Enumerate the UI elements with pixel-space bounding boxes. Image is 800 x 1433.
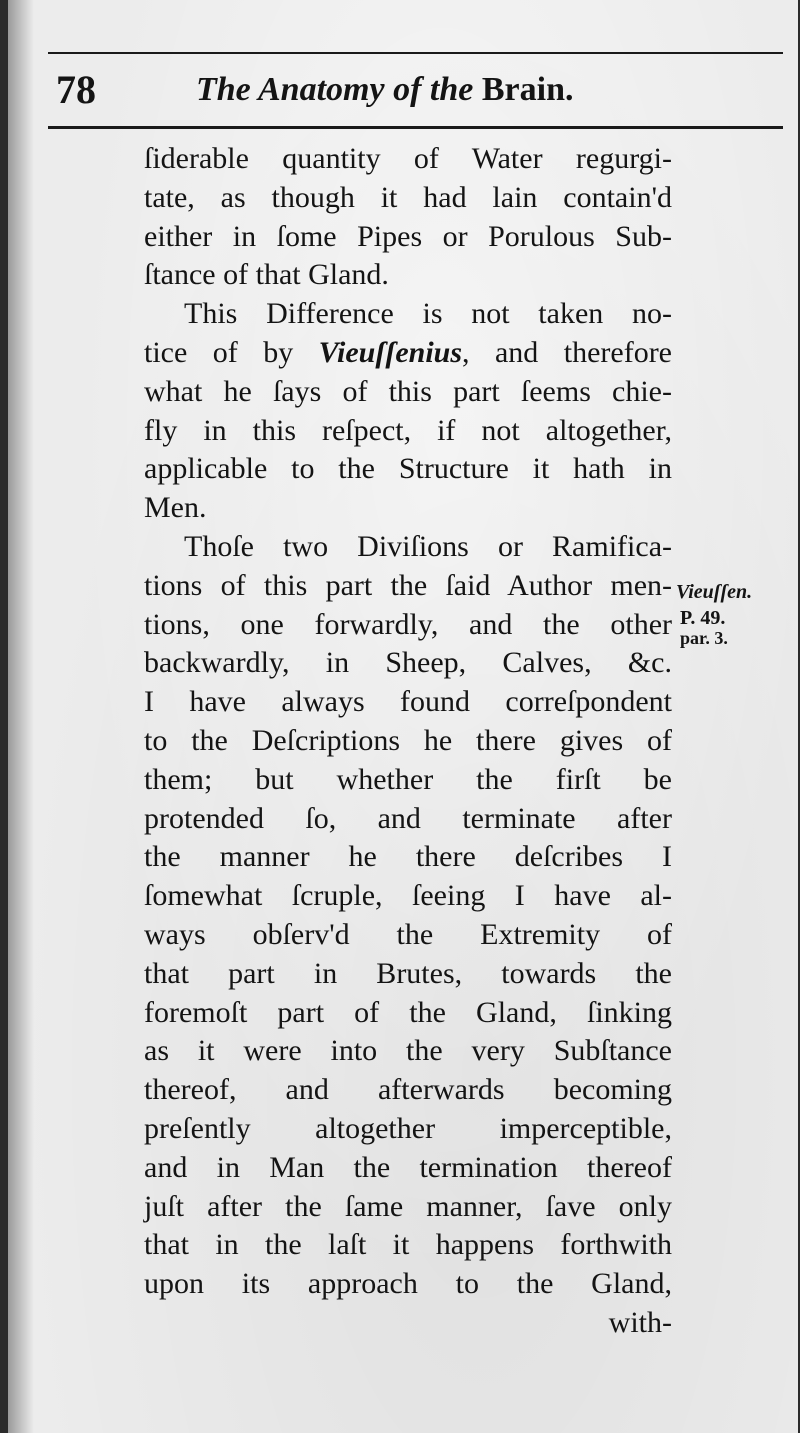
text-line: that part in Brutes, towards the bbox=[144, 956, 672, 990]
text-line: applicable to the Structure it hath in bbox=[144, 452, 672, 486]
text-line: preſently altogether imperceptible, bbox=[144, 1111, 672, 1145]
running-header bbox=[56, 62, 776, 118]
author-name-italic: Vieuſſenius bbox=[318, 335, 463, 369]
text-line: that in the laſt it happens forthwith bbox=[144, 1228, 672, 1262]
book-page bbox=[8, 0, 798, 1433]
text-line: upon its approach to the Gland, bbox=[144, 1267, 672, 1301]
running-title-italic: The Anatomy of the bbox=[196, 71, 474, 108]
text-line: ſomewhat ſcruple, ſeeing I have al- bbox=[144, 879, 672, 913]
text-line: and in Man the termination thereof bbox=[144, 1150, 672, 1184]
text-line: ſiderable quantity of Water regurgi- bbox=[144, 142, 672, 175]
marginal-note-author: Vieuſſen. bbox=[676, 581, 753, 603]
text-line: fly in this reſpect, if not altogether, bbox=[144, 413, 672, 447]
text-line: Men. bbox=[144, 491, 207, 525]
text-line: either in ſome Pipes or Porulous Sub- bbox=[144, 219, 672, 253]
marginal-note-page: P. 49. bbox=[680, 607, 726, 629]
text-line: to the Deſcriptions he there gives of bbox=[144, 723, 672, 757]
text-line: them; but whether the firſt be bbox=[144, 762, 672, 796]
text-line: backwardly, in Sheep, Calves, &c. bbox=[144, 646, 672, 680]
text-line: tions, one forwardly, and the other bbox=[144, 607, 672, 641]
text-line: what he ſays of this part ſeems chie- bbox=[144, 374, 672, 408]
text-line: I have always found correſpondent bbox=[144, 685, 672, 719]
running-title bbox=[196, 66, 573, 114]
marginal-note-paragraph: par. 3. bbox=[680, 628, 728, 648]
text-line: ſtance of that Gland. bbox=[144, 258, 389, 292]
marginal-note bbox=[676, 579, 796, 651]
text-line: foremoſt part of the Gland, ſinking bbox=[144, 995, 672, 1029]
header-top-rule bbox=[48, 52, 783, 54]
page-number: 78 bbox=[56, 67, 96, 112]
text-line: tions of this part the ſaid Author men- bbox=[144, 568, 672, 602]
text-line: as it were into the very Subſtance bbox=[144, 1034, 672, 1068]
text-line: juſt after the ſame manner, ſave only bbox=[144, 1189, 672, 1223]
text-line: ways obſerv'd the Extremity of bbox=[144, 917, 672, 951]
running-title-roman: Brain. bbox=[481, 71, 574, 108]
paragraph-start-line: Thoſe two Diviſions or Ramifica- bbox=[184, 529, 672, 563]
gutter-shadow bbox=[8, 0, 34, 1433]
text-line: thereof, and afterwards becoming bbox=[144, 1073, 672, 1107]
catchword: with- bbox=[608, 1305, 672, 1339]
header-bottom-rule bbox=[48, 126, 783, 129]
text-line: the manner he there deſcribes I bbox=[144, 840, 672, 874]
paragraph-start-line: This Difference is not taken no- bbox=[184, 297, 672, 331]
body-text bbox=[144, 140, 672, 1343]
text-line: protended ſo, and terminate after bbox=[144, 801, 672, 835]
text-line: tice of by Vieuſſenius, and therefore bbox=[144, 335, 672, 369]
text-line: tate, as though it had lain contain'd bbox=[144, 180, 672, 214]
